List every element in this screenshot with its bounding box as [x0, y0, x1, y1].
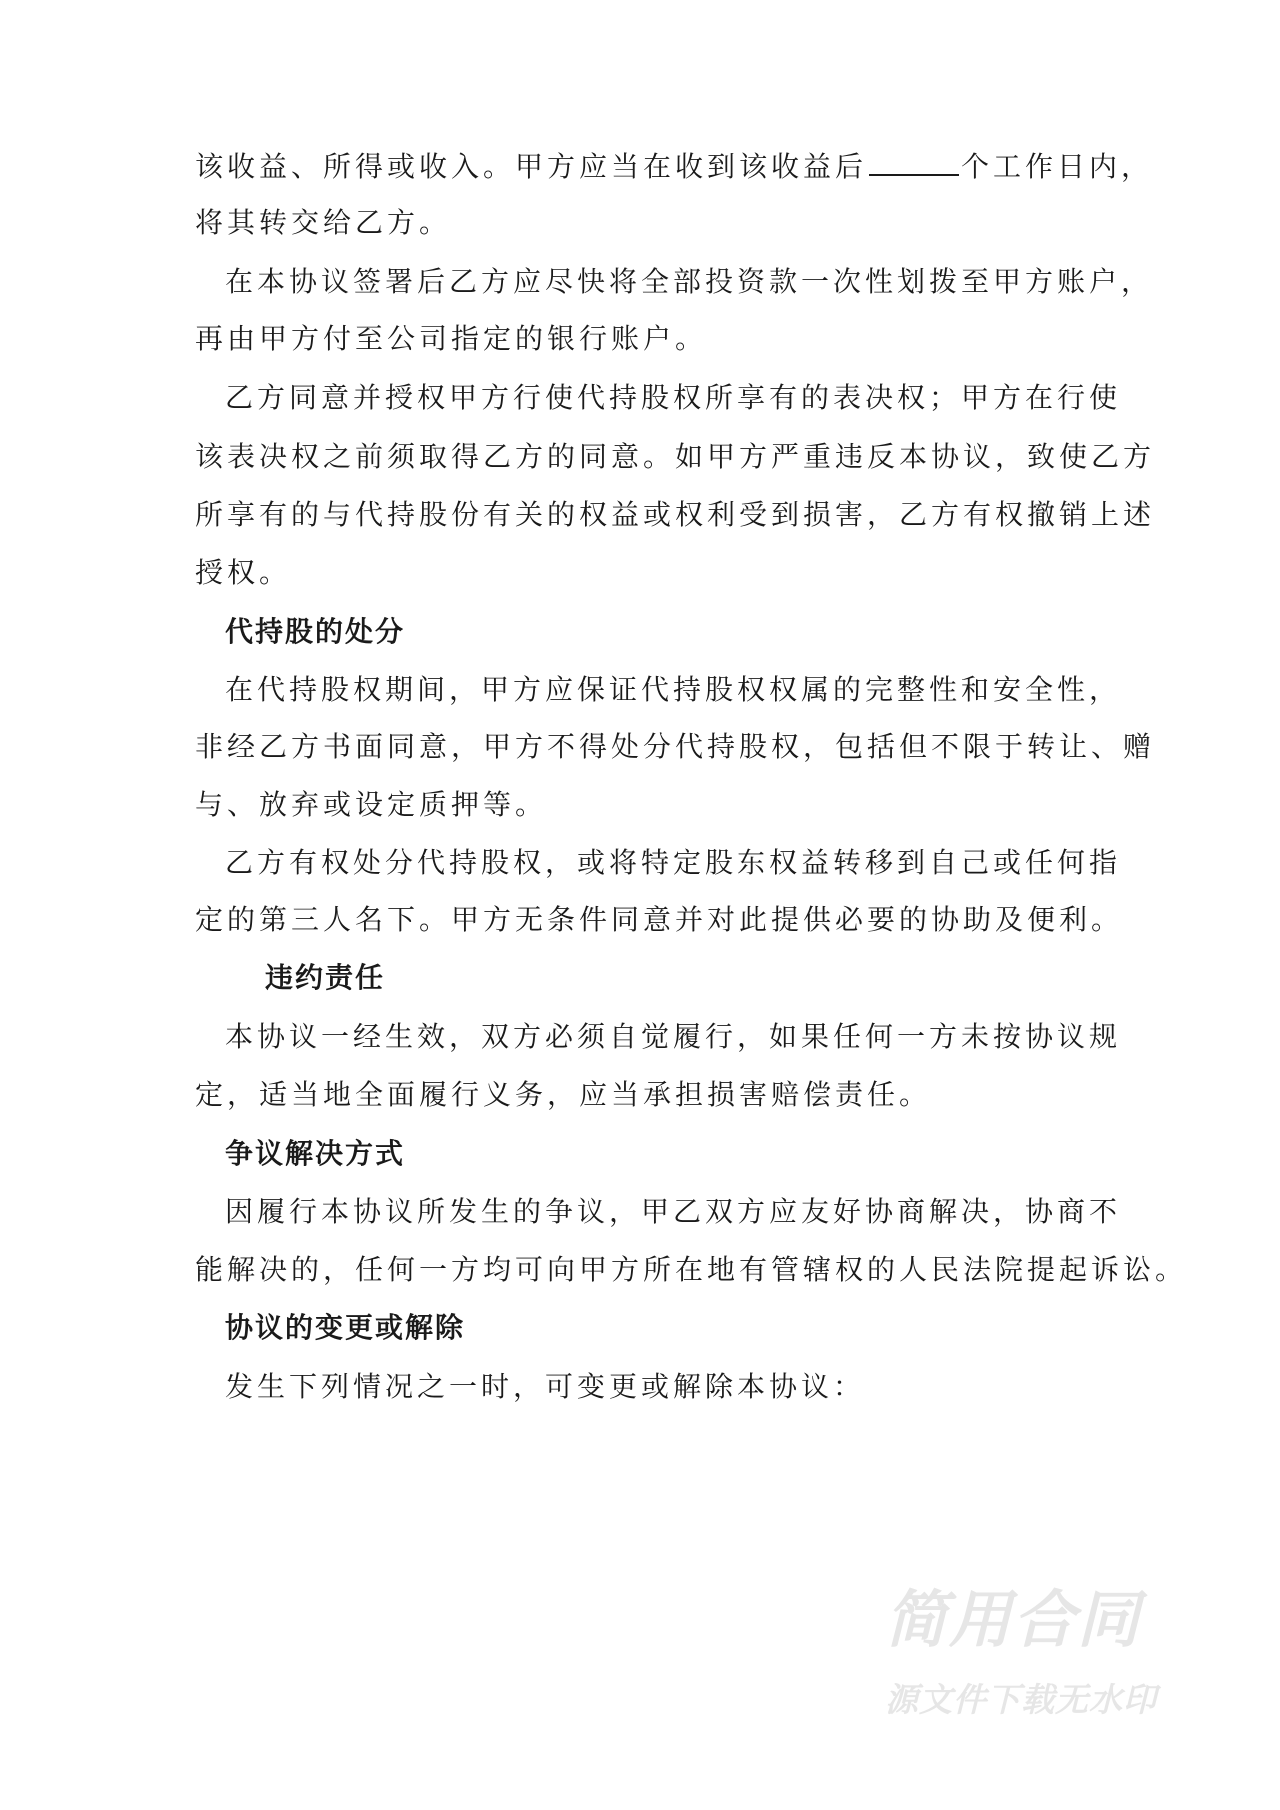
paragraph-line: 定，适当地全面履行义务，应当承担损害赔偿责任。: [195, 1078, 932, 1111]
paragraph-line: 非经乙方书面同意，甲方不得处分代持股权，包括但不限于转让、赠: [195, 730, 1156, 763]
paragraph-line: [195, 147, 1154, 187]
fill-in-blank[interactable]: [869, 148, 959, 176]
paragraph-line: 与、放弃或设定质押等。: [195, 788, 548, 821]
watermark-subtitle: 源文件下载无水印: [885, 1680, 1157, 1719]
text-segment: 该收益、所得或收入。甲方应当在收到该收益后: [195, 150, 868, 183]
paragraph-line: 因履行本协议所发生的争议，甲乙双方应友好协商解决，协商不: [225, 1195, 1122, 1228]
paragraph-line: 发生下列情况之一时，可变更或解除本协议：: [225, 1370, 866, 1403]
paragraph-line: 定的第三人名下。甲方无条件同意并对此提供必要的协助及便利。: [195, 903, 1124, 936]
paragraph-line: 在本协议签署后乙方应尽快将全部投资款一次性划拨至甲方账户，: [225, 265, 1154, 298]
paragraph-line: 本协议一经生效，双方必须自觉履行，如果任何一方未按协议规: [225, 1020, 1122, 1053]
section-heading: 争议解决方式: [225, 1137, 406, 1170]
paragraph-line: 授权。: [195, 556, 292, 589]
watermark-title: 简用合同: [885, 1583, 1142, 1656]
paragraph-line: 所享有的与代持股份有关的权益或权利受到损害，乙方有权撤销上述: [195, 498, 1156, 531]
paragraph-line: 该表决权之前须取得乙方的同意。如甲方严重违反本协议，致使乙方: [195, 440, 1156, 473]
paragraph-line: 乙方同意并授权甲方行使代持股权所享有的表决权；甲方在行使: [225, 381, 1122, 414]
paragraph-line: 将其转交给乙方。: [195, 206, 452, 239]
section-heading: 违约责任: [265, 961, 386, 994]
paragraph-line: 能解决的，任何一方均可向甲方所在地有管辖权的人民法院提起诉讼。: [195, 1253, 1188, 1286]
text-segment: 个工作日内，: [961, 150, 1154, 183]
paragraph-line: 乙方有权处分代持股权，或将特定股东权益转移到自己或任何指: [225, 846, 1122, 879]
section-heading: 协议的变更或解除: [225, 1311, 466, 1344]
section-heading: 代持股的处分: [225, 615, 406, 648]
paragraph-line: 再由甲方付至公司指定的银行账户。: [195, 322, 708, 355]
paragraph-line: 在代持股权期间，甲方应保证代持股权权属的完整性和安全性，: [225, 673, 1122, 706]
